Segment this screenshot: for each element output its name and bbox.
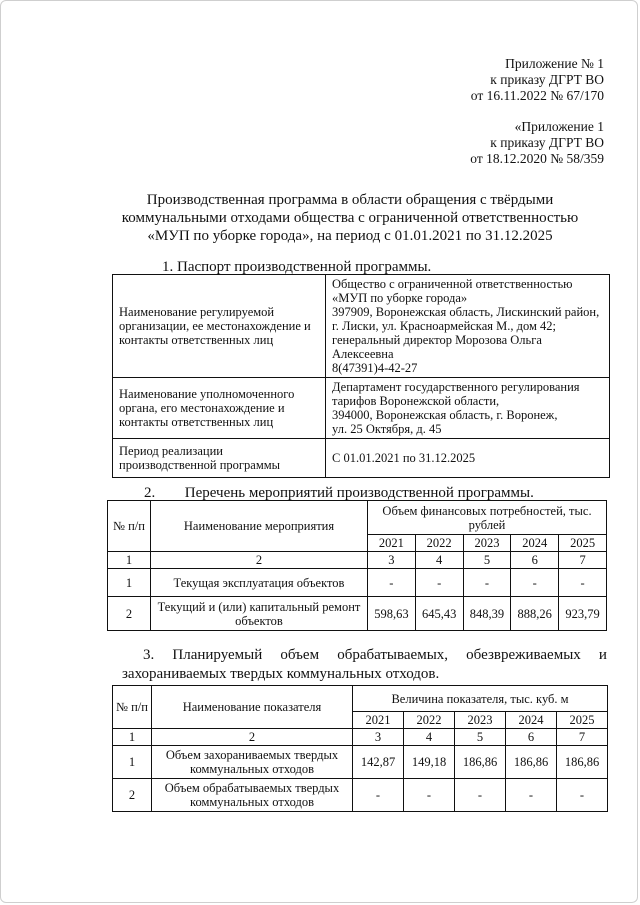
index-cell: 6 bbox=[511, 552, 559, 569]
section3-heading-line1 bbox=[143, 646, 607, 664]
passport-label: Наименование уполномоченного органа, его местонахождение и контакты ответственных лиц bbox=[113, 378, 326, 439]
document-title bbox=[90, 191, 610, 245]
value-cell: - bbox=[353, 779, 404, 812]
value-cell: - bbox=[557, 779, 608, 812]
row-number: 2 bbox=[113, 779, 152, 812]
value-cell: 848,39 bbox=[463, 597, 511, 631]
title-line: «МУП по уборке города», на период с 01.01.2021 по 31.12.2025 bbox=[147, 228, 553, 244]
column-header-number: № п/п bbox=[113, 686, 152, 729]
index-cell: 3 bbox=[368, 552, 416, 569]
passport-label: Наименование регулируемой организации, ее местонахождение и контакты ответственных лиц bbox=[113, 275, 326, 378]
value-cell: 888,26 bbox=[511, 597, 559, 631]
year-header: 2021 bbox=[353, 712, 404, 729]
column-header-number: № п/п bbox=[108, 501, 151, 552]
passport-table bbox=[112, 274, 610, 478]
value-cell: 923,79 bbox=[559, 597, 607, 631]
table-row bbox=[113, 439, 610, 478]
value-cell: 186,86 bbox=[506, 746, 557, 779]
year-header: 2022 bbox=[415, 535, 463, 552]
value-cell: 186,86 bbox=[455, 746, 506, 779]
year-header: 2021 bbox=[368, 535, 416, 552]
year-header: 2025 bbox=[557, 712, 608, 729]
heading-word: и bbox=[598, 647, 607, 663]
value-line: С 01.01.2021 по 31.12.2025 bbox=[332, 451, 476, 465]
value-cell: 645,43 bbox=[415, 597, 463, 631]
value-cell: - bbox=[463, 569, 511, 597]
value-cell: 149,18 bbox=[404, 746, 455, 779]
value-cell: - bbox=[511, 569, 559, 597]
table-row bbox=[113, 378, 610, 439]
appendix-line: «Приложение 1 bbox=[514, 119, 604, 134]
value-line: 8(47391)4-42-27 bbox=[332, 361, 418, 375]
table-row bbox=[113, 779, 608, 812]
indicator-name: Объем обрабатываемых твердых коммунальных отходов bbox=[152, 779, 353, 812]
appendix-line: к приказу ДГРТ ВО bbox=[490, 135, 604, 150]
heading-word: объем bbox=[280, 647, 320, 663]
value-line: Алексеевна bbox=[332, 347, 394, 361]
column-header-group: Величина показателя, тыс. куб. м bbox=[353, 686, 608, 712]
index-cell: 7 bbox=[557, 729, 608, 746]
section3-heading-line2: захораниваемых твердых коммунальных отходов. bbox=[122, 666, 440, 682]
appendix-original-reference bbox=[470, 119, 604, 167]
index-cell: 2 bbox=[151, 552, 368, 569]
section2-number: 2. bbox=[144, 485, 156, 501]
value-cell: 142,87 bbox=[353, 746, 404, 779]
appendix-line: Приложение № 1 bbox=[505, 56, 604, 71]
passport-value bbox=[326, 439, 610, 478]
passport-label: Период реализации производственной программы bbox=[113, 439, 326, 478]
index-cell: 5 bbox=[463, 552, 511, 569]
table-header-row bbox=[108, 501, 607, 535]
index-cell: 2 bbox=[152, 729, 353, 746]
measures-table bbox=[107, 500, 607, 631]
heading-word: 3. bbox=[143, 647, 155, 663]
section2-title: Перечень мероприятий производственной программы. bbox=[184, 485, 534, 501]
measure-name: Текущий и (или) капитальный ремонт объектов bbox=[151, 597, 368, 631]
value-line: Общество с ограниченной ответственностью bbox=[332, 277, 573, 291]
table-row bbox=[108, 597, 607, 631]
index-cell: 6 bbox=[506, 729, 557, 746]
value-line: «МУП по уборке города» bbox=[332, 291, 468, 305]
value-line: г. Лиски, ул. Красноармейская М., дом 42; bbox=[332, 319, 556, 333]
column-header-name: Наименование показателя bbox=[152, 686, 353, 729]
appendix-line: к приказу ДГРТ ВО bbox=[490, 72, 604, 87]
appendix-line: от 18.12.2020 № 58/359 bbox=[470, 151, 604, 166]
index-cell: 1 bbox=[108, 552, 151, 569]
value-cell: 598,63 bbox=[368, 597, 416, 631]
column-header-name: Наименование мероприятия bbox=[151, 501, 368, 552]
value-line: тарифов Воронежской области, bbox=[332, 394, 500, 408]
year-header: 2022 bbox=[404, 712, 455, 729]
index-row bbox=[108, 552, 607, 569]
table-row bbox=[113, 275, 610, 378]
row-number: 2 bbox=[108, 597, 151, 631]
value-cell: 186,86 bbox=[557, 746, 608, 779]
row-number: 1 bbox=[113, 746, 152, 779]
index-cell: 7 bbox=[559, 552, 607, 569]
value-line: Департамент государственного регулирования bbox=[332, 380, 580, 394]
appendix-line: от 16.11.2022 № 67/170 bbox=[470, 88, 604, 103]
index-cell: 5 bbox=[455, 729, 506, 746]
year-header: 2024 bbox=[511, 535, 559, 552]
passport-value bbox=[326, 275, 610, 378]
year-header: 2024 bbox=[506, 712, 557, 729]
value-cell: - bbox=[455, 779, 506, 812]
table-row bbox=[113, 746, 608, 779]
index-cell: 1 bbox=[113, 729, 152, 746]
heading-word: обрабатываемых, bbox=[337, 647, 449, 663]
title-line: Производственная программа в области обращения с твёрдыми bbox=[146, 192, 554, 208]
index-row bbox=[113, 729, 608, 746]
value-line: ул. 25 Октября, д. 45 bbox=[332, 422, 442, 436]
year-header: 2023 bbox=[463, 535, 511, 552]
value-line: генеральный директор Морозова Ольга bbox=[332, 333, 542, 347]
index-cell: 3 bbox=[353, 729, 404, 746]
volumes-table bbox=[112, 685, 608, 812]
appendix-reference bbox=[471, 56, 604, 104]
measure-name: Текущая эксплуатация объектов bbox=[151, 569, 368, 597]
index-cell: 4 bbox=[415, 552, 463, 569]
value-cell: - bbox=[368, 569, 416, 597]
heading-word: обезвреживаемых bbox=[466, 647, 581, 663]
table-header-row bbox=[113, 686, 608, 712]
table-row bbox=[108, 569, 607, 597]
value-cell: - bbox=[415, 569, 463, 597]
title-line: коммунальными отходами общества с ограниченной ответственностью bbox=[121, 210, 579, 226]
section1-heading: 1. Паспорт производственной программы. bbox=[162, 259, 432, 275]
column-header-group: Объем финансовых потребностей, тыс. рублей bbox=[368, 501, 607, 535]
year-header: 2023 bbox=[455, 712, 506, 729]
value-cell: - bbox=[559, 569, 607, 597]
passport-value bbox=[326, 378, 610, 439]
value-line: 397909, Воронежская область, Лискинский район, bbox=[332, 305, 600, 319]
row-number: 1 bbox=[108, 569, 151, 597]
value-line: 394000, Воронежская область, г. Воронеж, bbox=[332, 408, 558, 422]
year-header: 2025 bbox=[559, 535, 607, 552]
indicator-name: Объем захораниваемых твердых коммунальных отходов bbox=[152, 746, 353, 779]
value-cell: - bbox=[404, 779, 455, 812]
value-cell: - bbox=[506, 779, 557, 812]
index-cell: 4 bbox=[404, 729, 455, 746]
heading-word: Планируемый bbox=[172, 647, 263, 663]
